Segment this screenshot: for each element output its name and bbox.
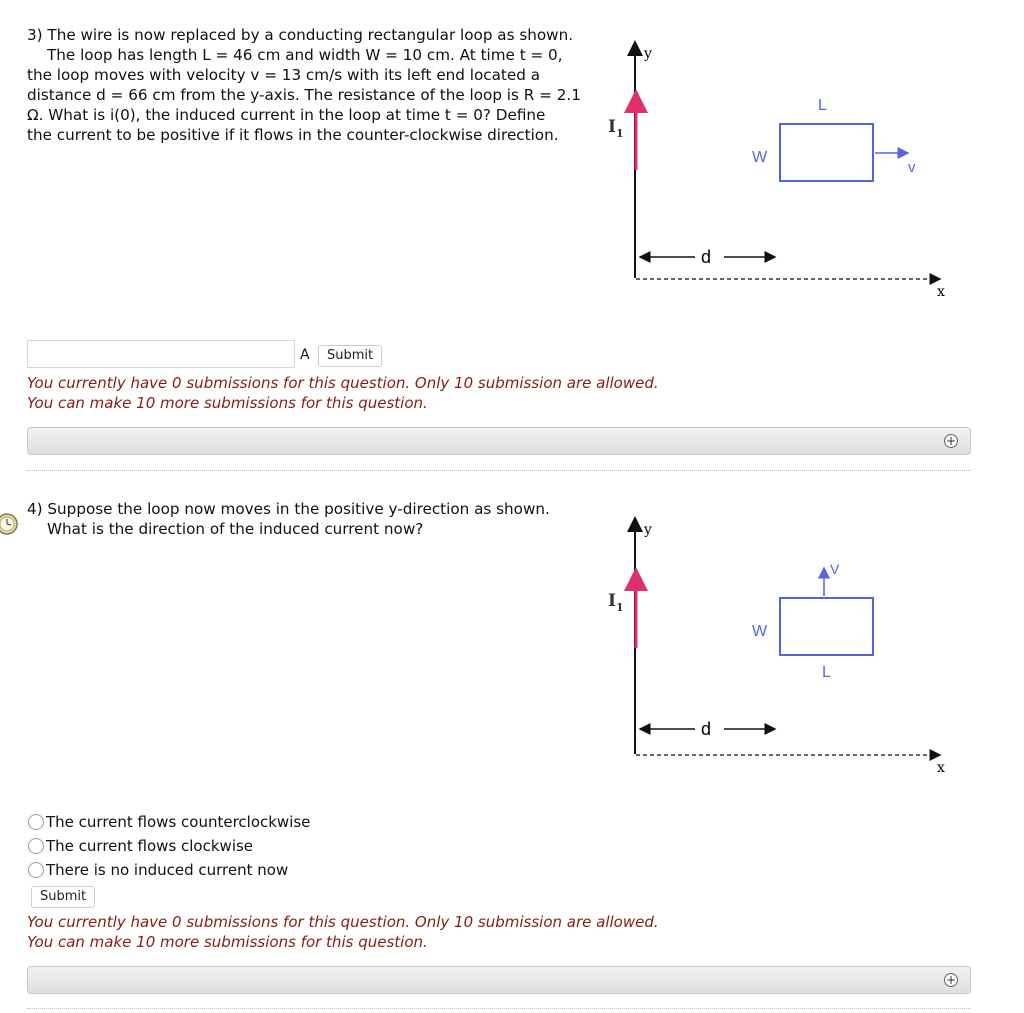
y-axis-label: y (644, 46, 652, 62)
q3-hint-bar[interactable] (27, 427, 971, 455)
q4-hint-bar[interactable] (27, 966, 971, 994)
current-label: $I_1$ (608, 117, 624, 140)
q4-option-counterclockwise[interactable] (28, 813, 310, 831)
q3-submission-note: You currently have 0 submissions for this question. Only 10 submission are allowed. (27, 374, 659, 392)
q3-diagram (600, 20, 960, 310)
q4-text-line: What is the direction of the induced current now? (47, 520, 424, 538)
q4-option-no-current[interactable] (28, 861, 288, 879)
x-axis-label: x (937, 760, 945, 776)
y-axis-label: y (644, 522, 652, 538)
radio-button[interactable] (28, 862, 44, 878)
loop-width-label: W (752, 623, 768, 640)
q4-option-clockwise[interactable] (28, 837, 253, 855)
radio-button[interactable] (28, 838, 44, 854)
divider (27, 470, 971, 471)
q4-question-text (27, 499, 550, 539)
loop-length-label: L (818, 97, 827, 114)
q3-answer-input[interactable] (27, 340, 295, 368)
plus-circle-icon[interactable]: + (945, 434, 957, 448)
clock-icon (0, 510, 20, 538)
radio-button[interactable] (28, 814, 44, 830)
velocity-label: v (908, 159, 916, 176)
option-label: The current flows clockwise (46, 837, 254, 855)
current-label: $I_1$ (608, 591, 624, 614)
plus-circle-icon[interactable]: + (945, 973, 957, 987)
q4-text-line: 4) Suppose the loop now moves in the positive y-direction as shown. (27, 500, 550, 518)
q3-text-line: Ω. What is i(0), the induced current in the loop at time t = 0? Define (27, 106, 546, 124)
loop-length-label: L (822, 664, 831, 681)
velocity-label: V (830, 561, 840, 577)
q3-submission-remaining: You can make 10 more submissions for this question. (27, 394, 428, 412)
q3-text-line: The loop has length L = 46 cm and width W = 10 cm. At time t = 0, (47, 46, 563, 64)
conducting-loop (780, 124, 873, 181)
q4-diagram (600, 496, 960, 786)
q4-submission-remaining: You can make 10 more submissions for this question. (27, 933, 428, 951)
q3-text-line: the loop moves with velocity v = 13 cm/s with its left end located a (27, 66, 541, 84)
x-axis-label: x (937, 284, 945, 300)
option-label: The current flows counterclockwise (46, 813, 311, 831)
conducting-loop (780, 598, 873, 655)
divider (27, 1008, 971, 1009)
q3-text-line: the current to be positive if it flows in the counter-clockwise direction. (27, 126, 559, 144)
q3-unit-label: A (300, 347, 310, 363)
q3-question-text (27, 25, 581, 145)
distance-label: d (701, 247, 712, 267)
q4-submit-button[interactable]: Submit (31, 886, 95, 908)
q4-submission-note: You currently have 0 submissions for this question. Only 10 submission are allowed. (27, 913, 659, 931)
q3-text-line: distance d = 66 cm from the y-axis. The resistance of the loop is R = 2.1 (27, 86, 581, 104)
q3-submit-button[interactable]: Submit (318, 345, 382, 367)
q3-text-line: 3) The wire is now replaced by a conducting rectangular loop as shown. (27, 26, 574, 44)
option-label: There is no induced current now (46, 861, 289, 879)
loop-width-label: W (752, 149, 768, 166)
distance-label: d (701, 719, 712, 739)
